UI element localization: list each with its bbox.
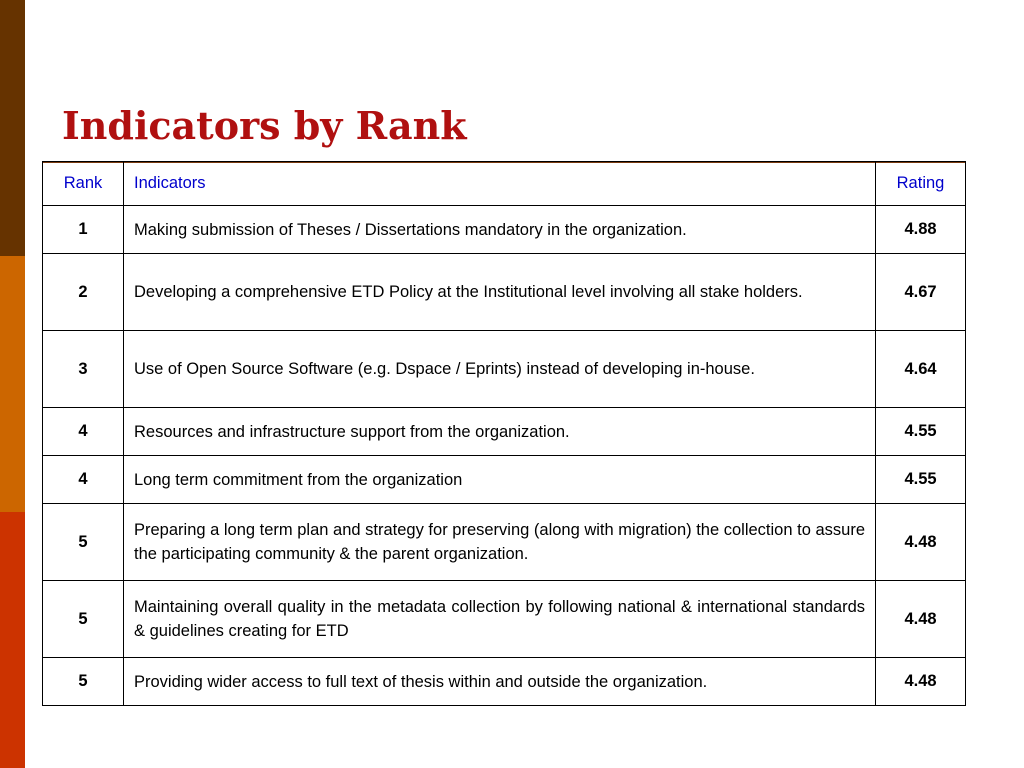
- slide-title: Indicators by Rank: [62, 103, 467, 148]
- indicator-cell: Resources and infrastructure support from the organization.: [124, 408, 876, 456]
- rating-cell: 4.88: [876, 206, 966, 254]
- rank-cell: 3: [43, 331, 124, 408]
- side-bar-segment-bottom: [0, 512, 25, 768]
- rating-cell: 4.64: [876, 331, 966, 408]
- rating-cell: 4.67: [876, 254, 966, 331]
- side-bar-segment-top: [0, 0, 25, 256]
- table-row: [43, 658, 966, 706]
- indicator-cell: Making submission of Theses / Dissertations mandatory in the organization.: [124, 206, 876, 254]
- rating-cell: 4.55: [876, 456, 966, 504]
- rank-cell: 5: [43, 658, 124, 706]
- rank-cell: 5: [43, 504, 124, 581]
- table-row: [43, 331, 966, 408]
- rating-cell: 4.48: [876, 504, 966, 581]
- indicator-cell: Providing wider access to full text of thesis within and outside the organization.: [124, 658, 876, 706]
- table-row: [43, 581, 966, 658]
- indicator-cell: Long term commitment from the organization: [124, 456, 876, 504]
- indicator-cell: Use of Open Source Software (e.g. Dspace / Eprints) instead of developing in-house.: [124, 331, 876, 408]
- indicator-cell: Preparing a long term plan and strategy for preserving (along with migration) the collection to assure the participating community & the parent organization.: [124, 504, 876, 581]
- side-bar-segment-middle: [0, 256, 25, 512]
- decorative-side-bar: [0, 0, 25, 768]
- table-row: [43, 504, 966, 581]
- rating-cell: 4.48: [876, 581, 966, 658]
- header-rating: Rating: [876, 162, 966, 206]
- header-rank: Rank: [43, 162, 124, 206]
- indicator-cell: Developing a comprehensive ETD Policy at the Institutional level involving all stake holders.: [124, 254, 876, 331]
- table-row: [43, 408, 966, 456]
- indicator-cell: Maintaining overall quality in the metadata collection by following national & international standards & guidelines creating for ETD: [124, 581, 876, 658]
- rank-cell: 5: [43, 581, 124, 658]
- rating-cell: 4.55: [876, 408, 966, 456]
- table-row: [43, 456, 966, 504]
- rank-cell: 1: [43, 206, 124, 254]
- rank-cell: 4: [43, 408, 124, 456]
- table-header-row: [43, 162, 966, 206]
- table-row: [43, 254, 966, 331]
- rank-cell: 4: [43, 456, 124, 504]
- header-indicators: Indicators: [124, 162, 876, 206]
- indicators-table: [42, 161, 966, 706]
- rating-cell: 4.48: [876, 658, 966, 706]
- table-row: [43, 206, 966, 254]
- rank-cell: 2: [43, 254, 124, 331]
